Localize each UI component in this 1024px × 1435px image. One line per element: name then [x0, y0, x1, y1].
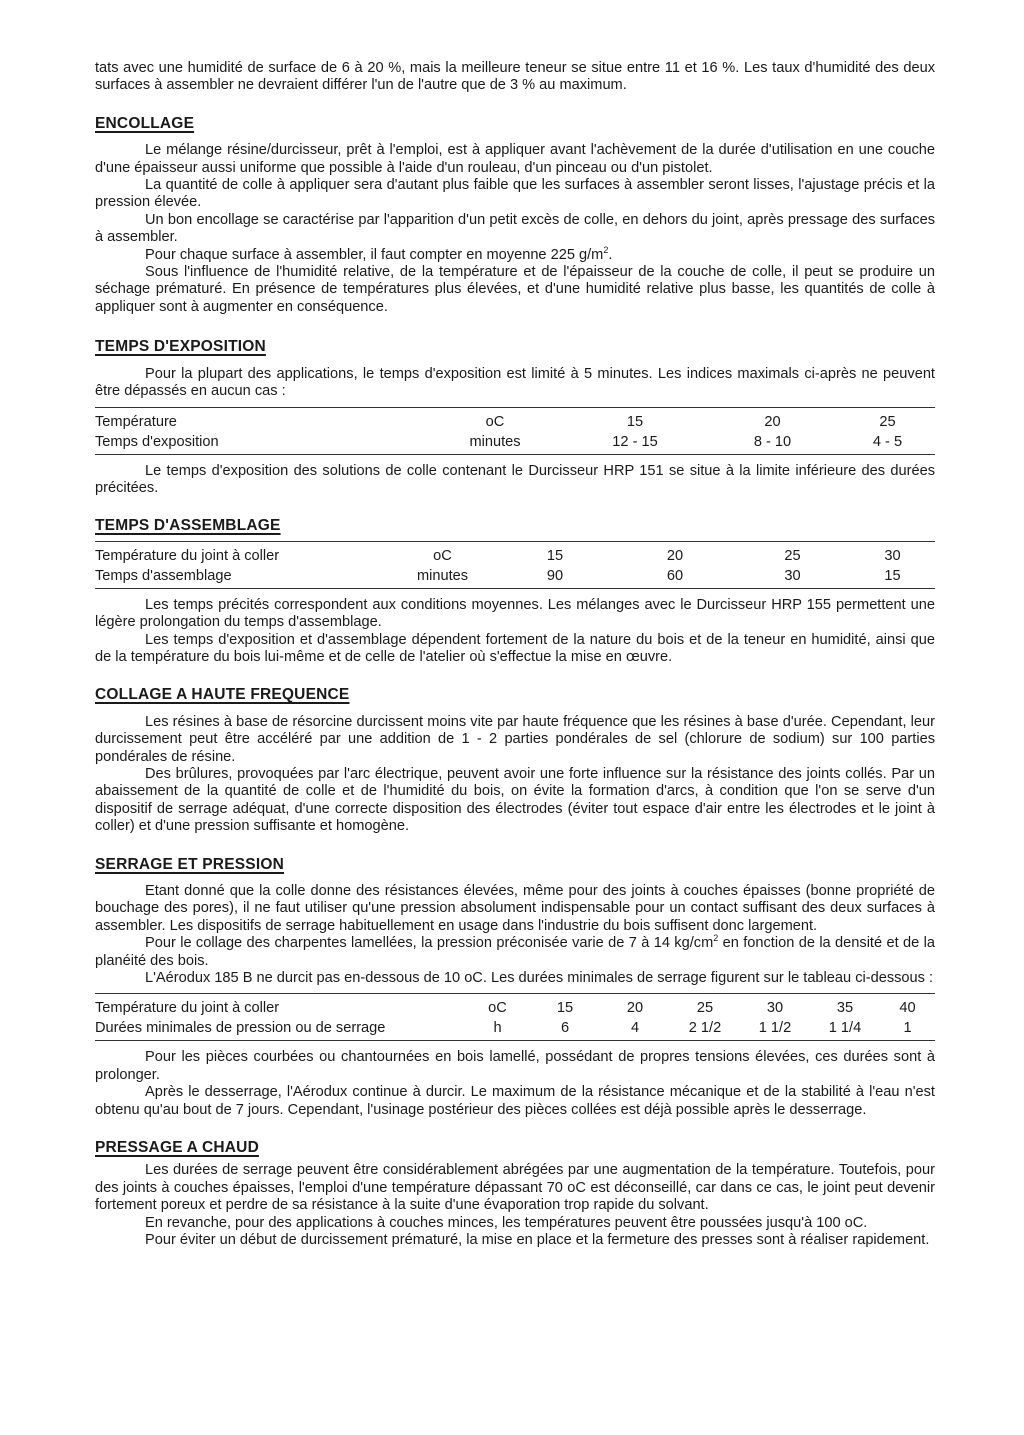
encollage-p4-end: .: [608, 246, 613, 263]
table-cell: 12 - 15: [612, 433, 658, 450]
table-cell: 40: [899, 1000, 916, 1017]
table-cell: 25: [696, 1000, 714, 1017]
table-cell: oC: [433, 547, 452, 564]
encollage-p4-text: Pour chaque surface à assembler, il faut compter en moyenne 225 g/m: [145, 246, 604, 263]
heading-assemblage: TEMPS D'ASSEMBLAGE: [95, 517, 281, 535]
intro-paragraph: tats avec une humidité de surface de 6 à 20 %, mais la meilleure teneur se situe entre 11 et 16 %. Les taux d'humidité des deux surfaces à assembler ne devraient différer l'un de l'autre que de 3 % au maximum.: [95, 60, 935, 94]
table-cell: 30: [884, 547, 901, 564]
serrage-p2-text: Pour le collage des charpentes lamellées, la pression préconisée varie de 7 à 14 kg/cm: [145, 935, 714, 952]
pressage-paragraph-1: Les durées de serrage peuvent être considérablement abrégées par une augmentation de la température. Toutefois, pour des joints à couches épaisses, l'emploi d'une température dépassant 70 oC est déconseillé, car dans ce cas, le joint peut devenir fortement poreux et perdre de sa résistance à la suite d'une évaporation trop rapide du solvant.: [95, 1162, 935, 1214]
table-cell: 20: [666, 547, 684, 564]
assemblage-paragraph-1: Les temps précités correspondent aux conditions moyennes. Les mélanges avec le Durcisseur HRP 155 permettent une légère prolongation du temps d'assemblage.: [95, 596, 935, 631]
table-cell: 1: [903, 1020, 912, 1037]
table-cell: 30: [766, 1000, 784, 1017]
table-cell: 4: [630, 1020, 640, 1037]
table-cell: 35: [836, 1000, 854, 1017]
heading-encollage: ENCOLLAGE: [95, 114, 195, 132]
table-cell: h: [493, 1020, 502, 1037]
section-assemblage: [95, 517, 935, 666]
table-cell: 6: [560, 1020, 570, 1037]
serrage-paragraph-5: Après le desserrage, l'Aérodux continue à durcir. Le maximum de la résistance mécanique et de la stabilité à l'eau n'est obtenu qu'au bout de 7 jours. Cependant, l'usinage postérieur des pièces collées est déjà possible après le desserrage.: [95, 1084, 935, 1118]
table-row: [95, 432, 935, 455]
heading-serrage: SERRAGE ET PRESSION: [95, 855, 284, 873]
haute-frequence-paragraph-1: Les résines à base de résorcine durcissent moins vite par haute fréquence que les résines à base d'urée. Cependant, leur durcissement peut être accéléré par une addition de 1 - 2 parties pondérales de sel (chlorure de sodium) sur 100 parties pondérales de résine.: [95, 713, 935, 765]
table-cell: minutes: [416, 567, 469, 584]
table-cell: 25: [784, 547, 801, 564]
section-encollage: [95, 115, 935, 316]
exposition-paragraph-1: Pour la plupart des applications, le temps d'exposition est limité à 5 minutes. Les indices maximals ci-après ne peuvent être dépassés en aucun cas :: [95, 365, 935, 400]
heading-haute-frequence: COLLAGE A HAUTE FREQUENCE: [95, 686, 350, 704]
encollage-paragraph-3: Un bon encollage se caractérise par l'apparition d'un petit excès de colle, en dehors du joint, après pressage des surfaces à assembler.: [95, 211, 935, 246]
table-cell: oC: [488, 1000, 507, 1017]
heading-exposition: TEMPS D'EXPOSITION: [95, 338, 266, 356]
pressage-paragraph-3: Pour éviter un début de durcissement prématuré, la mise en place et la fermeture des presses sont à réaliser rapidement.: [145, 1232, 930, 1249]
table-cell: 60: [666, 567, 684, 584]
table-cell: Temps d'assemblage: [95, 567, 232, 584]
table-row: [95, 541, 935, 566]
section-serrage: [95, 856, 935, 1119]
encollage-paragraph-1: Le mélange résine/durcisseur, prêt à l'emploi, est à appliquer avant l'achèvement de la durée d'utilisation en une couche d'une épaisseur aussi uniforme que possible à l'aide d'un rouleau, d'un pinceau ou d'un pistolet.: [95, 142, 935, 176]
table-cell: 25: [879, 413, 896, 430]
table-cell: Temps d'exposition: [95, 433, 219, 450]
table-cell: 15: [884, 567, 901, 584]
exposition-paragraph-2: Le temps d'exposition des solutions de colle contenant le Durcisseur HRP 151 se situe à la limite inférieure des durées précitées.: [95, 462, 935, 496]
table-cell: Température du joint à coller: [95, 1000, 280, 1017]
serrage-p2-end: en fonction de la densité et de la planéité des bois.: [95, 935, 935, 969]
assemblage-table: [95, 541, 935, 589]
table-cell: 90: [546, 567, 564, 584]
encollage-paragraph-2: La quantité de colle à appliquer sera d'autant plus faible que les surfaces à assembler seront lisses, l'ajustage précis et la pression élevée.: [95, 177, 935, 211]
serrage-table: [95, 993, 935, 1041]
table-cell: 1 1/4: [828, 1020, 862, 1037]
serrage-paragraph-3: L'Aérodux 185 B ne durcit pas en-dessous de 10 oC. Les durées minimales de serrage figurent sur le tableau ci-dessous :: [145, 970, 934, 987]
exposition-table: [95, 407, 935, 455]
serrage-p2-superscript: 2: [713, 933, 719, 944]
encollage-paragraph-4: [95, 244, 935, 264]
encollage-paragraph-5: Sous l'influence de l'humidité relative, de la température et de l'épaisseur de la couche de colle, il peut se produire un séchage prématuré. En présence de températures plus élevées, et d'une humidité relative plus basse, les quantités de colle à appliquer sont à augmenter en conséquence.: [95, 264, 935, 315]
table-cell: 2 1/2: [688, 1020, 722, 1037]
table-cell: 15: [556, 1000, 574, 1017]
section-haute-frequence: [95, 686, 935, 835]
section-exposition: [95, 338, 935, 497]
table-cell: 20: [764, 413, 781, 430]
document-page: [95, 60, 935, 1250]
assemblage-paragraph-2: Les temps d'exposition et d'assemblage dépendent fortement de la nature du bois et de la teneur en humidité, ainsi que de la température du bois lui-même et de celle de l'atelier où s'effectue la mise en œuvre.: [95, 631, 935, 665]
serrage-paragraph-1: Etant donné que la colle donne des résistances élevées, même pour des joints à couches épaisses (bonne propriété de bouchage des pores), il ne faut utiliser qu'une pression absolument indispensable pour un contact suffisant des deux surfaces à assembler. Les dispositifs de serrage habituellement en usage dans l'industrie du bois suffisent donc largement.: [95, 883, 935, 934]
table-cell: Durées minimales de pression ou de serrage: [95, 1020, 386, 1037]
encollage-p4-superscript: 2: [603, 244, 609, 255]
table-cell: 15: [626, 413, 644, 430]
table-row: [95, 407, 935, 432]
table-cell: 15: [546, 547, 564, 564]
section-pressage: [95, 1139, 935, 1249]
table-cell: 4 - 5: [872, 433, 903, 450]
table-row: [95, 566, 935, 589]
table-row: [95, 1018, 935, 1041]
table-cell: 1 1/2: [758, 1020, 792, 1037]
haute-frequence-paragraph-2: Des brûlures, provoquées par l'arc électrique, peuvent avoir une forte influence sur la résistance des joints collés. Par un abaissement de la quantité de colle et de l'humidité du bois, on évite la formation d'arcs, à condition que l'on se serve d'un dispositif de serrage adéquat, d'une correcte disposition des électrodes (éviter tout espace d'air entre les électrodes et le joint à coller) et d'une pression suffisante et homogène.: [95, 765, 935, 835]
table-cell: oC: [485, 413, 505, 430]
serrage-paragraph-4: Pour les pièces courbées ou chantournées en bois lamellé, possédant de propres tensions élevées, ces durées sont à prolonger.: [95, 1049, 935, 1083]
table-cell: 30: [784, 567, 801, 584]
table-row: [95, 994, 935, 1019]
pressage-paragraph-2: En revanche, pour des applications à couches minces, les températures peuvent être poussées jusqu'à 100 oC.: [145, 1214, 868, 1231]
table-cell: 8 - 10: [753, 433, 792, 450]
table-cell: Température du joint à coller: [95, 547, 280, 564]
table-cell: minutes: [469, 433, 521, 450]
table-cell: Température: [95, 413, 177, 430]
heading-pressage: PRESSAGE A CHAUD: [95, 1139, 259, 1157]
serrage-paragraph-2: [95, 935, 935, 970]
table-cell: 20: [626, 1000, 644, 1017]
